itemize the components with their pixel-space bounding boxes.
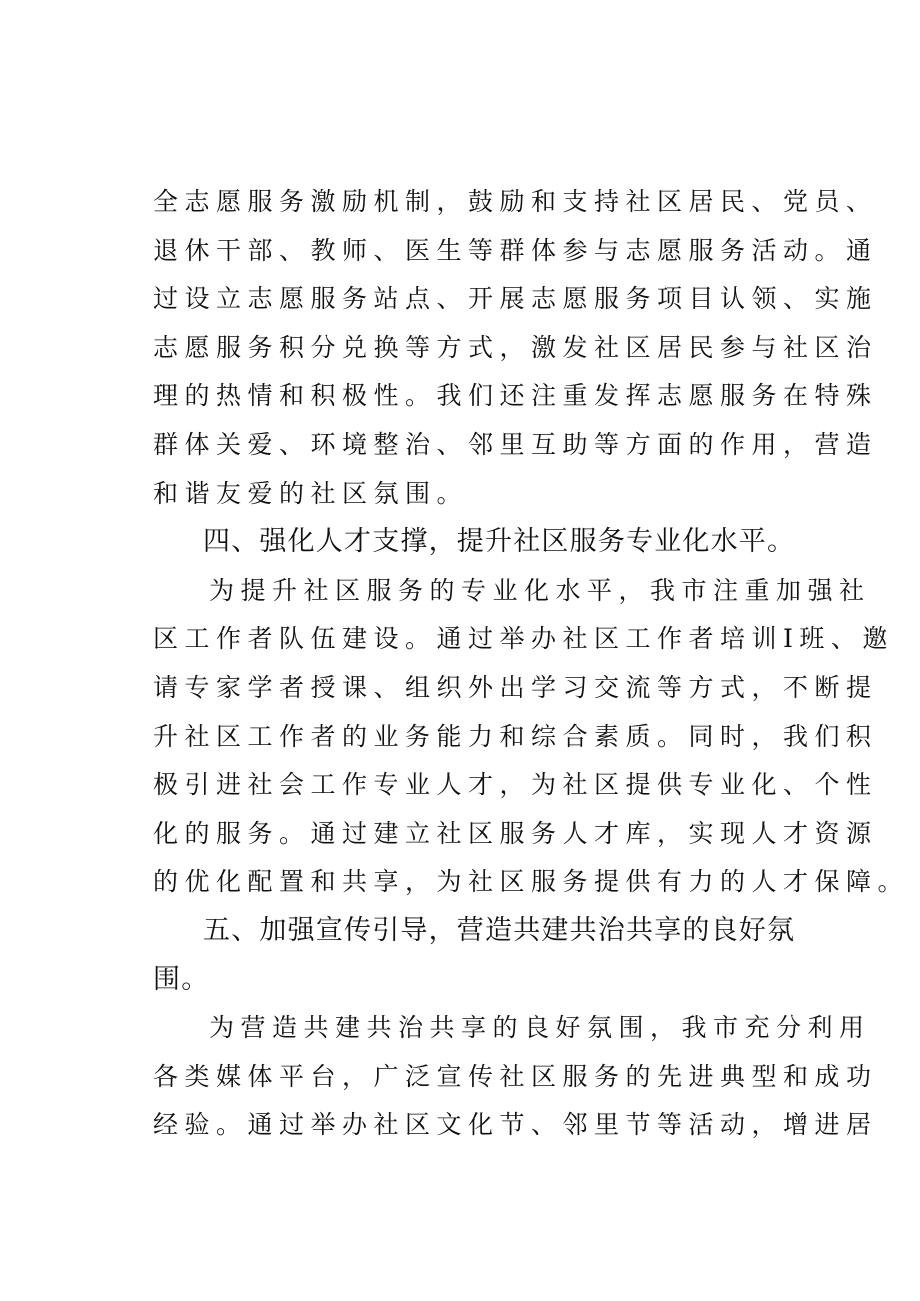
section-heading-publicity xyxy=(153,907,796,1004)
document-body xyxy=(153,178,910,1150)
text-line: 升社区工作者的业务能力和综合素质。同时，我们积 xyxy=(153,721,878,751)
text-line: 全志愿服务激励机制，鼓励和支持社区居民、党员、 xyxy=(153,187,878,216)
text-line: 区工作者队伍建设。通过举办社区工作者培训I班、邀 xyxy=(153,624,894,654)
text-line: 为提升社区服务的专业化水平，我市注重加强社 xyxy=(209,575,871,605)
text-line: 各类媒体平台，广泛宣传社区服务的先进典型和成功 xyxy=(153,1061,878,1091)
heading-line: 围。 xyxy=(153,963,210,995)
text-line: 的优化配置和共享，为社区服务提供有力的人才保障。 xyxy=(153,867,910,897)
text-line: 志愿服务积分兑换等方式，激发社区居民参与社区治 xyxy=(153,332,878,362)
paragraph-talent xyxy=(153,567,910,907)
text-line: 群体关爱、环境整治、邻里互助等方面的作用，营造 xyxy=(153,429,878,459)
text-line: 请专家学者授课、组织外出学习交流等方式，不断提 xyxy=(153,672,878,702)
text-line: 为营造共建共治共享的良好氛围，我市充分利用 xyxy=(209,1013,871,1043)
text-line: 化的服务。通过建立社区服务人才库，实现人才资源 xyxy=(153,818,878,848)
text-line: 过设立志愿服务站点、开展志愿服务项目认领、实施 xyxy=(153,284,878,314)
paragraph-volunteer-service xyxy=(153,178,878,518)
section-heading-talent xyxy=(153,518,796,567)
text-line: 经验。通过举办社区文化节、邻里节等活动，增进居 xyxy=(153,1110,878,1140)
paragraph-publicity xyxy=(153,1004,878,1150)
text-line: 极引进社会工作专业人才，为社区提供专业化、个性 xyxy=(153,770,878,800)
text-line: 和谐友爱的社区氛围。 xyxy=(153,478,469,508)
text-line: 理的热情和积极性。我们还注重发挥志愿服务在特殊 xyxy=(153,381,878,411)
heading-line: 五、加强宣传引导，营造共建共治共享的良好氛 xyxy=(203,914,796,946)
text-line: 退休干部、教师、医生等群体参与志愿服务活动。通 xyxy=(153,235,878,265)
heading-line: 四、强化人才支撑，提升社区服务专业化水平。 xyxy=(203,526,796,558)
